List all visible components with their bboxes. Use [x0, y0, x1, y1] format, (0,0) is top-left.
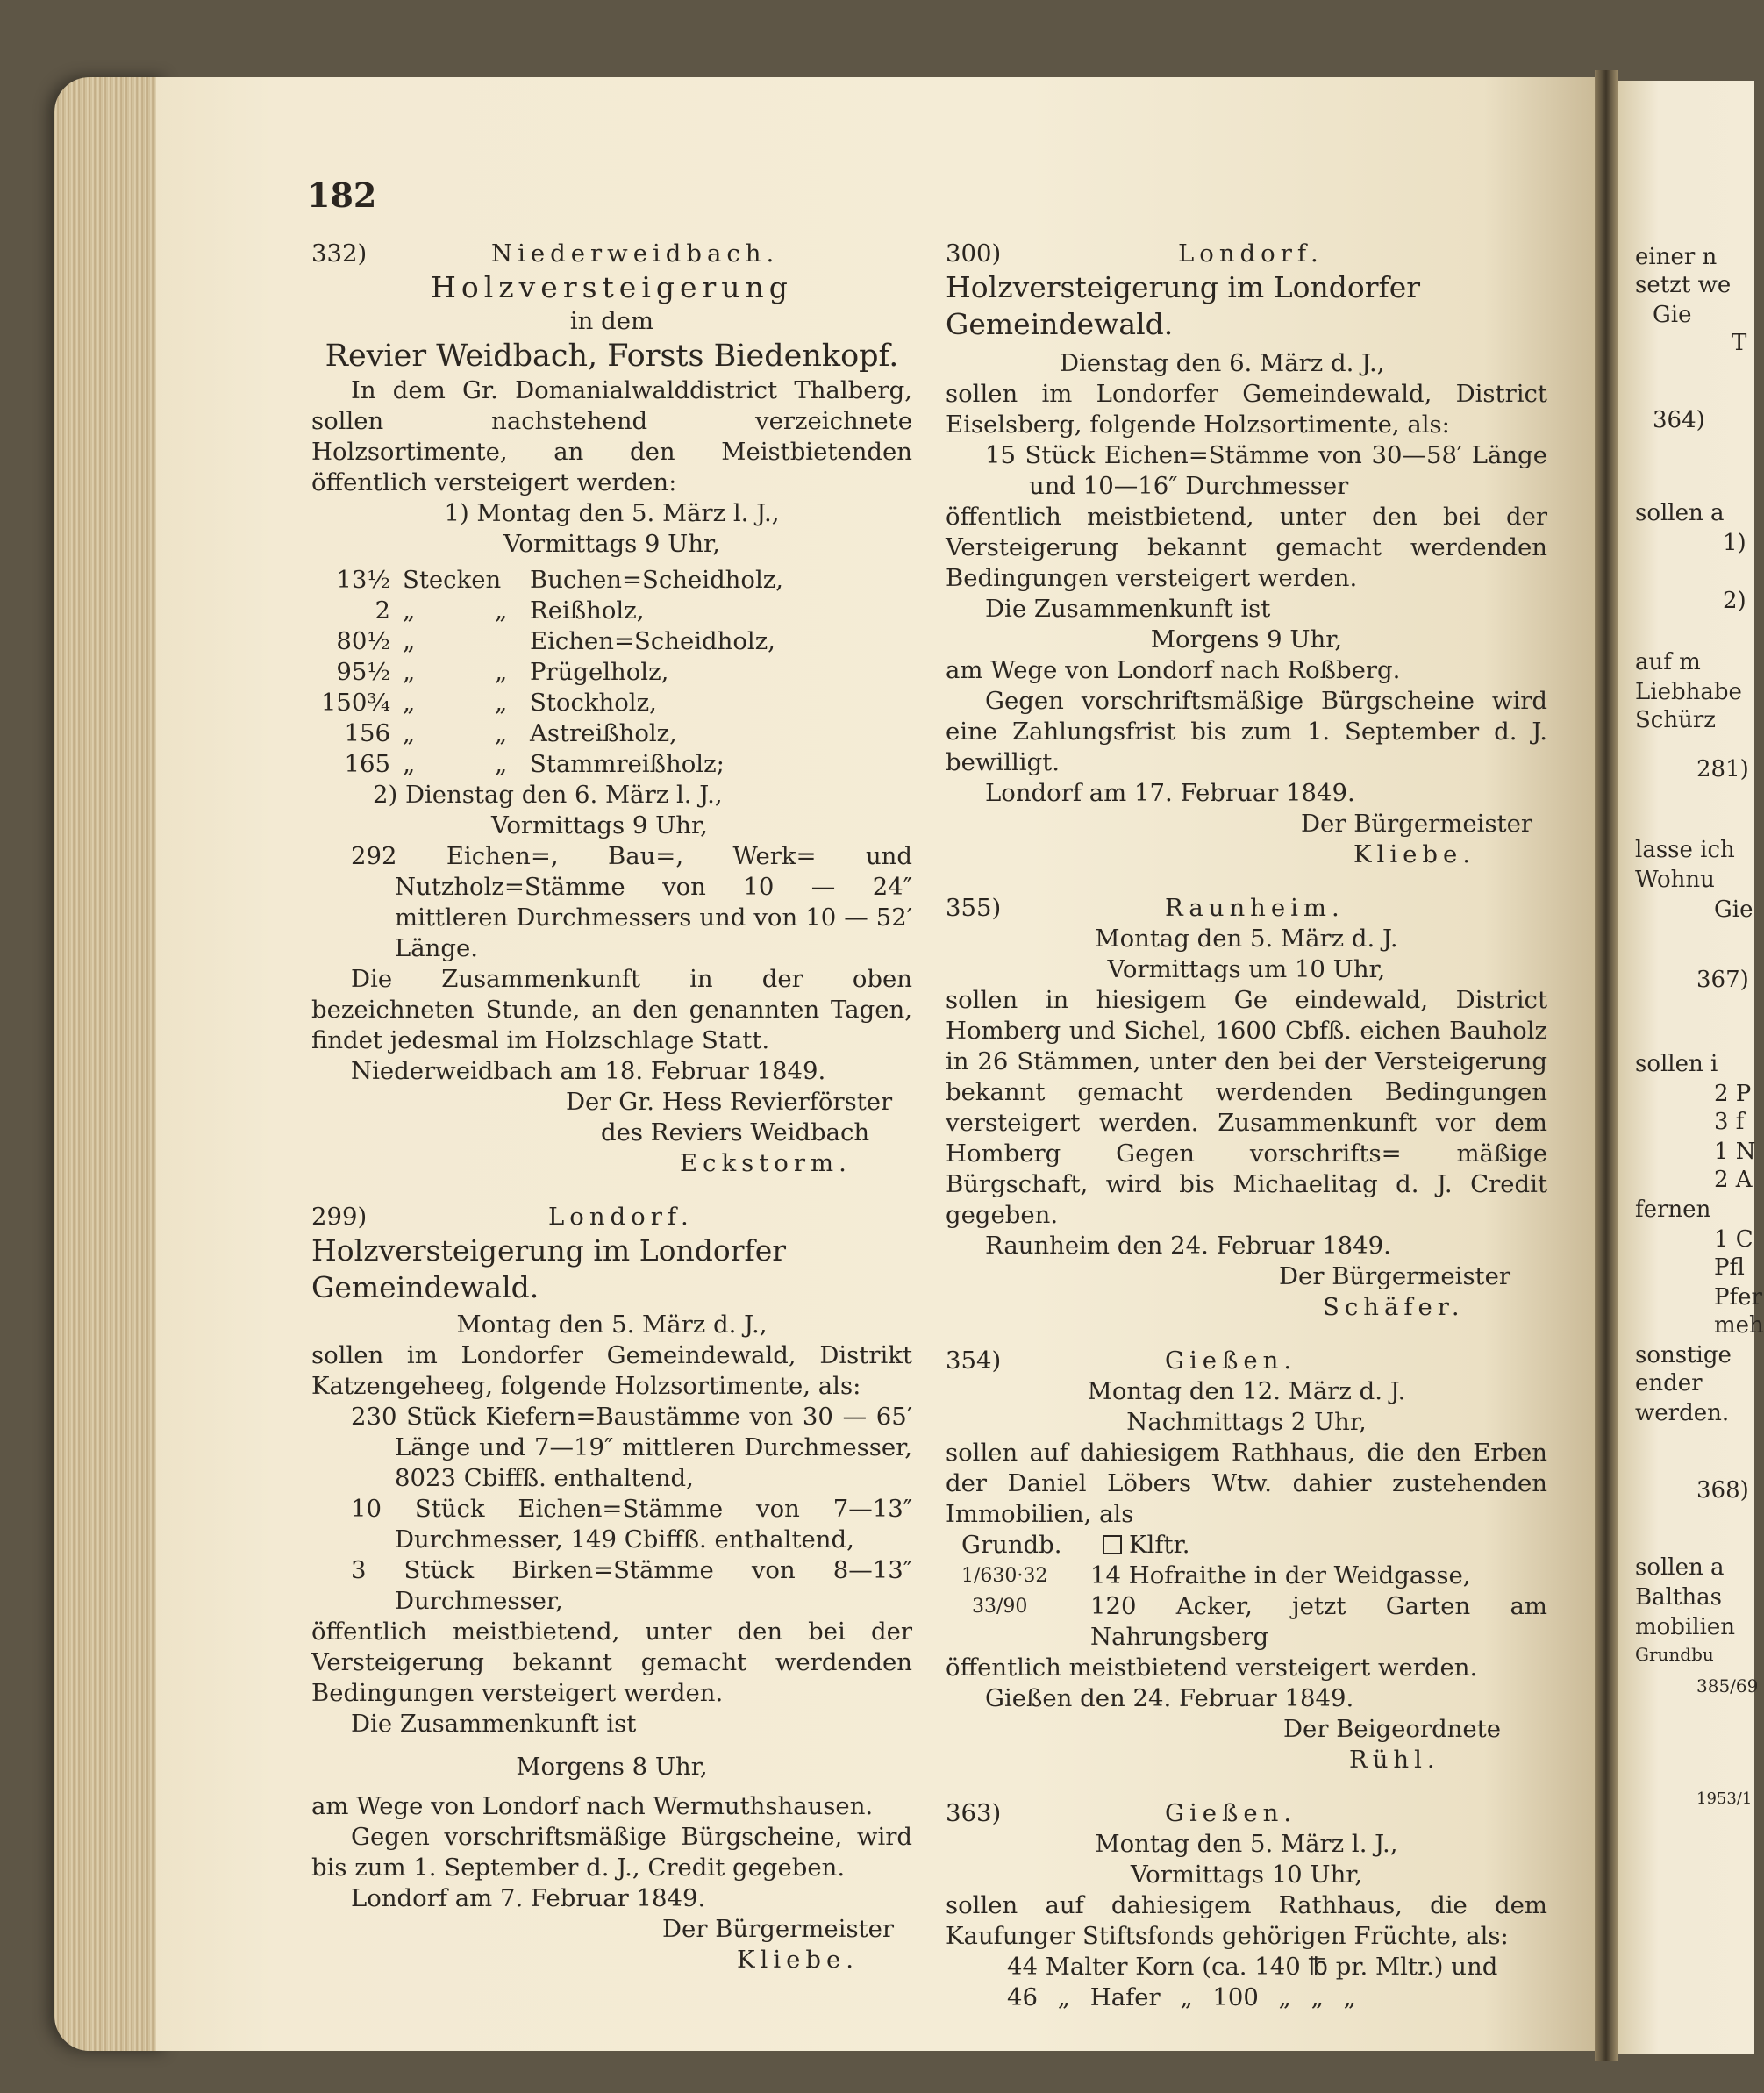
list-item: 44 Malter Korn (ca. 140 ℔ pr. Mltr.) und [1007, 1953, 1498, 1981]
sale-time: Nachmittags 2 Uhr, [1126, 1408, 1367, 1436]
signature-line-1: Der Gr. Hess Revierförster [566, 1088, 893, 1116]
meeting-place: am Wege von Londorf nach Roßberg. [946, 656, 1401, 684]
notice-number: 355) [946, 894, 1002, 922]
fragment-line: 2 P [1714, 1081, 1752, 1107]
signature-name: Eckstorm. [680, 1149, 852, 1177]
fragment-line: 1 C [1714, 1226, 1753, 1253]
notice-place: Niederweidbach. [491, 239, 780, 268]
book-gutter [1595, 70, 1618, 2061]
stems-text: 292 Eichen=, Bau=, Werk= und Nutzholz=Stämme von 10 — 24″ mittleren Durchmessers und von 10 — 52′ Länge. [351, 842, 912, 962]
sale-day-2-time: Vormittags 9 Uhr, [491, 811, 708, 839]
fragment-line: Schürz [1635, 707, 1716, 733]
table-header [946, 1530, 1547, 1561]
notice-revier: Revier Weidbach, Forsts Biedenkopf. [325, 339, 899, 374]
list-item: 15 Stück Eichen=Stämme von 30—58′ Länge und 10—16″ Durchmesser [985, 441, 1547, 500]
fragment-line: 1 N [1714, 1139, 1756, 1165]
notice-header [946, 1798, 1547, 1829]
notice-header [946, 893, 1547, 924]
fragment-line: meh [1714, 1312, 1764, 1339]
fragment-line: sollen a [1635, 1554, 1725, 1581]
notice-299 [311, 1202, 912, 1975]
column-header: Klftr. [1129, 1531, 1190, 1559]
wood-list [311, 565, 912, 780]
signature-line-1: Der Bürgermeister [1279, 1262, 1511, 1290]
fragment-line: 3 f [1714, 1109, 1745, 1135]
meeting-time: Morgens 8 Uhr, [516, 1753, 708, 1781]
notice-place: Londorf. [1178, 239, 1324, 268]
fragment-line: 364) [1653, 407, 1705, 433]
notice-date: Londorf am 17. Februar 1849. [985, 779, 1355, 807]
notice-body: öffentlich meistbietend, unter den bei der Versteigerung bekannt gemacht werdenden Bedingungen versteigert werden. [311, 1618, 912, 1707]
notice-body: sollen in hiesigem Ge eindewald, District Homberg und Sichel, 1600 Cbfß. eichen Bauholz in 26 Stämmen, unter den bei der Versteigerung bekannt gemacht werdenden Bedingungen versteigert werden. Zusammenkunft vor dem Homberg Gegen vorschrifts= mäßige Bürgschaft, wird bis Michaelitag d. J. Credit gegeben. [946, 986, 1547, 1229]
fragment-line: T [1732, 330, 1747, 356]
fragment-line: Grundbu [1635, 1644, 1714, 1665]
notice-date: Gießen den 24. Februar 1849. [985, 1684, 1354, 1712]
sale-time: Vormittags 10 Uhr, [1130, 1861, 1363, 1889]
list-item: 165 „ „ Stammreißholz; [344, 750, 725, 778]
square-symbol-icon [1103, 1535, 1122, 1554]
list-item: 156 „ „ Astreißholz, [344, 719, 677, 747]
fragment-line: 367) [1696, 967, 1749, 993]
sale-day-2: 2) Dienstag den 6. März l. J., [373, 781, 723, 809]
list-item: 95½ „ „ Prügelholz, [336, 658, 669, 686]
notice-place: Raunheim. [1165, 894, 1345, 922]
sale-day: Montag den 5. März d. J. [1095, 925, 1398, 953]
signature-name: Schäfer. [1323, 1293, 1465, 1321]
sale-day: Montag den 5. März d. J., [456, 1311, 768, 1339]
notice-place: Gießen. [1165, 1347, 1297, 1375]
notice-intro: In dem Gr. Domanialwalddistrict Thalberg, sollen nachstehend verzeichnete Holzsortimente, an den Meistbietenden öffentlich versteigert werden: [311, 376, 912, 496]
fragment-line: 2) [1723, 588, 1746, 614]
notice-date: Londorf am 7. Februar 1849. [351, 1884, 706, 1912]
fragment-line: 281) [1696, 756, 1749, 782]
page-number: 182 [307, 175, 377, 215]
fragment-line: Gie [1714, 896, 1753, 923]
list-item: 10 Stück Eichen=Stämme von 7—13″ Durchmesser, 149 Cbiffß. enthaltend, [351, 1495, 912, 1554]
notice-number: 332) [311, 239, 368, 268]
notice-place: Gießen. [1165, 1799, 1297, 1827]
list-item: 80½ „ Eichen=Scheidholz, [336, 627, 775, 655]
fragment-line: sollen a [1635, 500, 1725, 526]
credit-text: Gegen vorschriftsmäßige Bürgscheine wird eine Zahlungsfrist bis zum 1. September d. J. bewilligt. [946, 687, 1547, 776]
signature-name: Kliebe. [737, 1946, 860, 1974]
notice-363 [946, 1798, 1547, 2013]
notice-date: Niederweidbach am 18. Februar 1849. [351, 1057, 826, 1085]
sale-time: Vormittags um 10 Uhr, [1107, 955, 1386, 983]
notice-intro: sollen im Londorfer Gemeindewald, Distrikt Katzengeheeg, folgende Holzsortimente, als: [311, 1341, 912, 1400]
notice-title: Holzversteigerung [431, 270, 793, 304]
notice-body: öffentlich meistbietend, unter den bei der Versteigerung bekannt gemacht werdenden Bedingungen versteigert werden. [946, 503, 1547, 592]
list-item: 3 Stück Birken=Stämme von 8—13″ Durchmesser, [351, 1556, 912, 1615]
notice-number: 363) [946, 1799, 1002, 1827]
notice-date: Raunheim den 24. Februar 1849. [985, 1232, 1391, 1260]
fragment-line: 385/69 [1696, 1675, 1759, 1697]
list-item: 46 „ Hafer „ 100 „ „ „ [1007, 1983, 1356, 2011]
notice-intro: sollen im Londorfer Gemeindewald, District Eiselsberg, folgende Holzsortimente, als: [946, 380, 1547, 439]
notice-header [946, 1346, 1547, 1376]
notice-body: sollen auf dahiesigem Rathhaus, die dem Kaufunger Stiftsfonds gehörigen Früchte, als: [946, 1891, 1547, 1950]
notice-354 [946, 1346, 1547, 1775]
fragment-line: einer n [1635, 244, 1718, 270]
signature-name: Kliebe. [1353, 840, 1476, 868]
meeting-text: Die Zusammenkunft ist [985, 595, 1271, 623]
fragment-line: sonstige [1635, 1342, 1732, 1368]
sale-day: Montag den 12. März d. J. [1087, 1377, 1406, 1405]
signature-name: Rühl. [1349, 1746, 1440, 1774]
fragment-line: Pfl [1714, 1254, 1745, 1281]
right-column [946, 239, 1547, 2036]
fragment-line: 2 A [1714, 1167, 1753, 1193]
table-cell: 14 Hofraithe in der Weidgasse, [1090, 1561, 1471, 1589]
notice-number: 299) [311, 1203, 368, 1231]
table-cell: 33/90 [972, 1596, 1028, 1618]
list-item: 2 „ „ Reißholz, [375, 596, 645, 625]
table-row [946, 1561, 1547, 1591]
signature-line-1: Der Beigeordnete [1283, 1715, 1501, 1743]
list-item: 230 Stück Kiefern=Baustämme von 30 — 65′ Länge und 7—19″ mittleren Durchmesser, 8023 Cbiffß. enthaltend, [351, 1403, 912, 1492]
meeting-time: Morgens 9 Uhr, [1150, 625, 1343, 654]
fragment-line: lasse ich [1635, 837, 1735, 863]
fragment-line: ender [1635, 1370, 1703, 1397]
meeting-text: Die Zusammenkunft in der oben bezeichneten Stunde, an den genannten Tagen, findet jedesmal im Holzschlage Statt. [311, 965, 912, 1054]
sale-day-1-time: Vormittags 9 Uhr, [503, 530, 720, 558]
fragment-line: auf m [1635, 649, 1701, 675]
notice-place: Londorf. [548, 1203, 694, 1231]
sale-day-1: 1) Montag den 5. März l. J., [444, 499, 780, 527]
fragment-line: fernen [1635, 1197, 1711, 1223]
notice-body: sollen auf dahiesigem Rathhaus, die den Erben der Daniel Löbers Wtw. dahier zustehenden Immobilien, als [946, 1439, 1547, 1528]
list-item: 150¾ „ „ Stockholz, [320, 689, 657, 717]
left-column [311, 239, 912, 1998]
notice-number: 300) [946, 239, 1002, 268]
fragment-line: werden. [1635, 1400, 1730, 1426]
right-page-fragment [1618, 81, 1764, 2054]
notice-header [311, 1202, 912, 1232]
meeting-place: am Wege von Londorf nach Wermuthshausen. [311, 1792, 874, 1820]
fragment-line: 368) [1696, 1477, 1749, 1504]
notice-title: Holzversteigerung im Londorfer Gemeindewald. [946, 270, 1421, 341]
notice-header [311, 239, 912, 269]
fragment-line: Wohnu [1635, 867, 1715, 893]
signature-line-1: Der Bürgermeister [662, 1915, 895, 1943]
fragment-line: Pfer [1714, 1284, 1762, 1311]
sale-day: Montag den 5. März l. J., [1095, 1830, 1398, 1858]
notice-300 [946, 239, 1547, 870]
fragment-line: sollen i [1635, 1051, 1718, 1077]
fragment-line: setzt we [1635, 272, 1732, 298]
signature-line-1: Der Bürgermeister [1301, 810, 1533, 838]
notice-subline: in dem [569, 307, 654, 335]
fragment-line: Balthas [1635, 1584, 1722, 1611]
list-item: 13½ Stecken Buchen=Scheidholz, [336, 566, 783, 594]
table-cell: 120 Acker, jetzt Garten am Nahrungsberg [1090, 1592, 1547, 1651]
notice-332 [311, 239, 912, 1179]
table-row [946, 1591, 1547, 1653]
notice-header [946, 239, 1547, 269]
page-edge-stack [54, 77, 168, 2051]
notice-number: 354) [946, 1347, 1002, 1375]
fragment-line: Gie [1653, 302, 1692, 328]
credit-text: Gegen vorschriftsmäßige Bürgscheine, wird bis zum 1. September d. J., Credit gegeben. [311, 1823, 912, 1882]
sale-day: Dienstag den 6. März d. J., [1060, 349, 1385, 377]
notice-body-2: öffentlich meistbietend versteigert werden. [946, 1654, 1478, 1682]
fragment-line: mobilien [1635, 1614, 1736, 1640]
meeting-text: Die Zusammenkunft ist [351, 1710, 637, 1738]
notice-355 [946, 893, 1547, 1323]
fragment-line: 1953/1 [1696, 1789, 1753, 1808]
fragment-line: 1) [1723, 530, 1746, 556]
table-cell: 1/630·32 [961, 1565, 1048, 1587]
fragment-line: Liebhabe [1635, 679, 1742, 705]
column-header: Grundb. [961, 1531, 1062, 1559]
notice-title: Holzversteigerung im Londorfer Gemeindewald. [311, 1233, 787, 1304]
signature-line-2: des Reviers Weidbach [601, 1118, 870, 1147]
